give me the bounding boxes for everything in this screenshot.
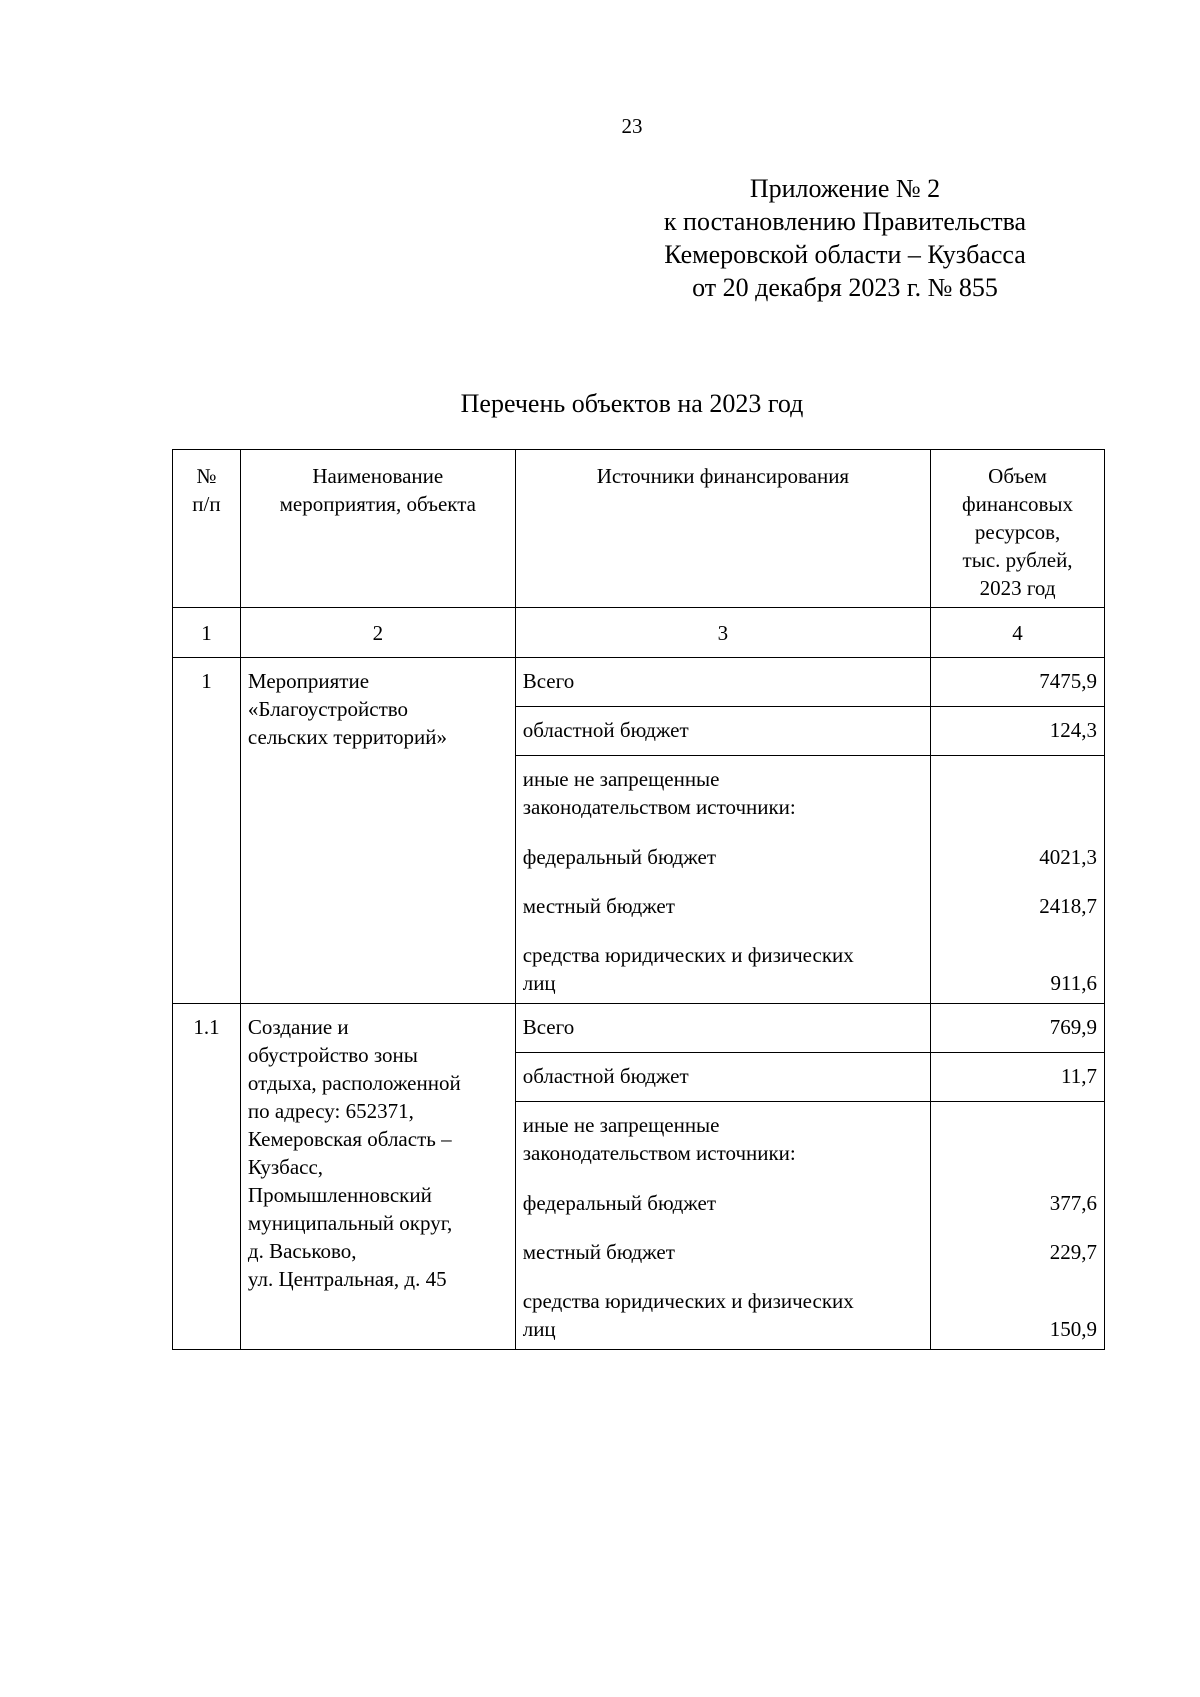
appendix-line: Приложение № 2 bbox=[749, 174, 941, 203]
header-text: п/п bbox=[192, 492, 221, 516]
source-label: законодательством источники: bbox=[522, 1141, 796, 1165]
source-label: местный бюджет bbox=[522, 894, 675, 918]
source-label: законодательством источники: bbox=[522, 795, 796, 819]
row-number: 1 bbox=[173, 658, 241, 1004]
source-label: Всего bbox=[515, 1004, 930, 1053]
row-number: 1.1 bbox=[173, 1004, 241, 1350]
source-label: областной бюджет bbox=[515, 1053, 930, 1102]
source-label: лиц bbox=[522, 1317, 556, 1341]
source-label: федеральный бюджет bbox=[522, 845, 716, 869]
source-label: областной бюджет bbox=[515, 707, 930, 756]
header-text: Объем bbox=[988, 464, 1047, 488]
header-text: № bbox=[196, 464, 217, 488]
header-text: Источники финансирования bbox=[596, 464, 850, 488]
row-name bbox=[240, 1004, 515, 1350]
table-row bbox=[173, 658, 1105, 707]
source-label: местный бюджет bbox=[522, 1240, 675, 1264]
document-title: Перечень объектов на 2023 год bbox=[460, 389, 804, 418]
source-value: 769,9 bbox=[931, 1004, 1105, 1053]
row-name-line: отдыха, расположенной bbox=[247, 1071, 461, 1095]
row-name-line: д. Васьково, bbox=[247, 1239, 357, 1263]
header-text: Наименование bbox=[312, 464, 444, 488]
source-value: 150,9 bbox=[1049, 1317, 1097, 1341]
source-value: 124,3 bbox=[931, 707, 1105, 756]
column-numbers-row bbox=[173, 608, 1105, 658]
source-value: 7475,9 bbox=[931, 658, 1105, 707]
appendix-line: от 20 декабря 2023 г. № 855 bbox=[692, 273, 998, 302]
row-name-line: Промышленновский bbox=[247, 1183, 432, 1207]
row-name-line: сельских территорий» bbox=[247, 725, 448, 749]
source-label: иные не запрещенные bbox=[522, 1113, 720, 1137]
source-label: лиц bbox=[522, 971, 556, 995]
source-value: 11,7 bbox=[931, 1053, 1105, 1102]
source-value: 4021,3 bbox=[1039, 845, 1097, 869]
header-text: финансовых bbox=[962, 492, 1074, 516]
header-text: мероприятия, объекта bbox=[279, 492, 476, 516]
source-value: 911,6 bbox=[1050, 971, 1097, 995]
row-name-line: Кемеровская область – bbox=[247, 1127, 452, 1151]
source-label: Всего bbox=[515, 658, 930, 707]
header-text: 2023 год bbox=[979, 576, 1056, 600]
row-name-line: обустройство зоны bbox=[247, 1043, 418, 1067]
page-number: 23 bbox=[621, 114, 643, 138]
row-name-line: «Благоустройство bbox=[247, 697, 409, 721]
appendix-line: к постановлению Правительства bbox=[663, 207, 1027, 236]
table-header-row bbox=[173, 450, 1105, 608]
row-name-line: Создание и bbox=[247, 1015, 349, 1039]
column-number: 1 bbox=[173, 608, 241, 658]
objects-table bbox=[172, 449, 1105, 1350]
source-value: 229,7 bbox=[1049, 1240, 1097, 1264]
header-number bbox=[173, 450, 241, 608]
header-text: тыс. рублей, bbox=[962, 548, 1073, 572]
source-list bbox=[515, 1102, 930, 1350]
row-name bbox=[240, 658, 515, 1004]
row-name-line: ул. Центральная, д. 45 bbox=[247, 1267, 447, 1291]
column-number: 4 bbox=[931, 608, 1105, 658]
table-row bbox=[173, 1004, 1105, 1053]
source-label: средства юридических и физических bbox=[522, 1289, 854, 1313]
appendix-heading bbox=[640, 172, 1050, 304]
row-name-line: муниципальный округ, bbox=[247, 1211, 453, 1235]
header-name bbox=[240, 450, 515, 608]
source-label: федеральный бюджет bbox=[522, 1191, 716, 1215]
source-label: иные не запрещенные bbox=[522, 767, 720, 791]
row-name-line: Мероприятие bbox=[247, 669, 370, 693]
header-text: ресурсов, bbox=[974, 520, 1061, 544]
header-volume bbox=[931, 450, 1105, 608]
source-values bbox=[931, 756, 1105, 1004]
source-list bbox=[515, 756, 930, 1004]
row-name-line: по адресу: 652371, bbox=[247, 1099, 414, 1123]
source-values bbox=[931, 1102, 1105, 1350]
appendix-line: Кемеровской области – Кузбасса bbox=[664, 240, 1026, 269]
column-number: 2 bbox=[240, 608, 515, 658]
row-name-line: Кузбасс, bbox=[247, 1155, 324, 1179]
source-value: 2418,7 bbox=[1039, 894, 1097, 918]
column-number: 3 bbox=[515, 608, 930, 658]
header-sources bbox=[515, 450, 930, 608]
source-value: 377,6 bbox=[1049, 1191, 1097, 1215]
source-label: средства юридических и физических bbox=[522, 943, 854, 967]
